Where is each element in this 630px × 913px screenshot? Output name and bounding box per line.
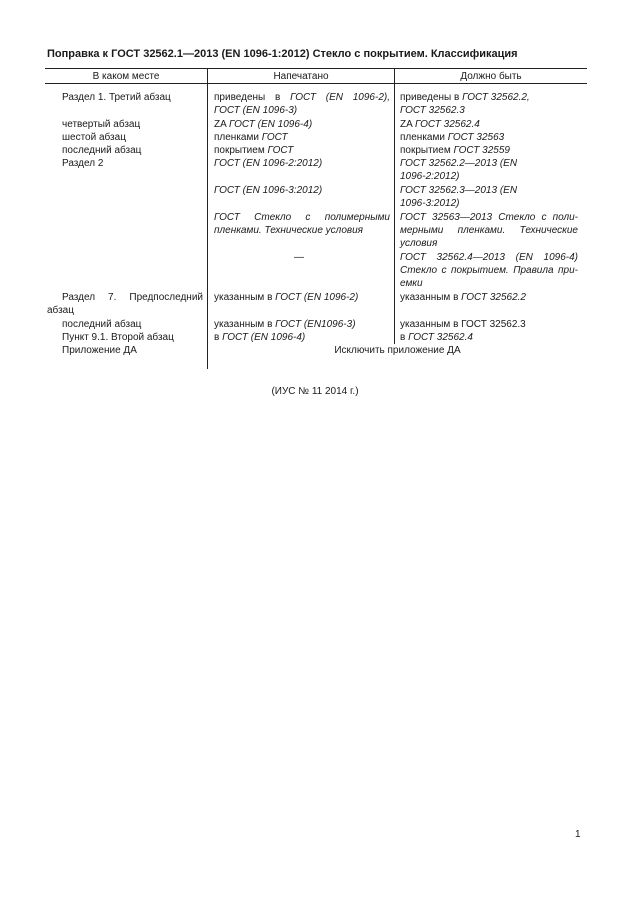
row-where: последний абзац [62, 145, 142, 156]
row-should-be: покрытием ГОСТ 32559 [400, 145, 510, 156]
row-should-be: пленками ГОСТ 32563 [400, 132, 505, 143]
document-title: Поправка к ГОСТ 32562.1—2013 (EN 1096-1:2012) Стекло с покрытием. Классификация [47, 48, 518, 60]
page-number: 1 [575, 829, 581, 840]
row-printed-dash: — [294, 252, 304, 263]
row-printed: ГОСТ (EN 1096-3:2012) [214, 185, 323, 196]
row-printed: приведены в ГОСТ (EN 1096-2), [214, 92, 390, 103]
row-should-be-cont: условия [400, 238, 438, 249]
row-where: Приложение ДА [62, 345, 137, 356]
row-should-be: указанным в ГОСТ 32562.2 [400, 292, 526, 303]
row-where: четвертый абзац [62, 119, 141, 130]
row-should-be: приведены в ГОСТ 32562.2, [400, 92, 530, 103]
row-should-be: ГОСТ 32562.3—2013 (EN [400, 185, 518, 196]
row-should-be: ГОСТ 32563—2013 Стекло с поли- [400, 212, 578, 223]
column-divider-1 [207, 68, 208, 369]
row-should-be: в ГОСТ 32562.4 [400, 332, 473, 343]
row-where-cont: абзац [47, 305, 74, 316]
column-divider-2 [394, 68, 395, 344]
row-printed: указанным в ГОСТ (EN 1096-2) [214, 292, 359, 303]
row-should-be-cont: Стекло с покрытием. Правила при- [400, 265, 578, 276]
row-merged-instruction: Исключить приложение ДА [334, 345, 461, 356]
header-divider [45, 83, 587, 84]
row-should-be-cont: емки [400, 278, 423, 289]
row-should-be: ГОСТ 32562.2—2013 (EN [400, 158, 518, 169]
row-should-be-cont: 1096-2:2012) [400, 171, 460, 182]
row-should-be-cont: мерными пленками. Технические [400, 225, 578, 236]
issue-reference: (ИУС № 11 2014 г.) [271, 386, 359, 397]
row-where: шестой абзац [62, 132, 126, 143]
row-printed: покрытием ГОСТ [214, 145, 294, 156]
row-printed: пленками ГОСТ [214, 132, 288, 143]
table-top-border [45, 68, 587, 69]
header-printed: Напечатано [273, 71, 329, 82]
row-printed: ГОСТ (EN 1096-2:2012) [214, 158, 323, 169]
row-where: Раздел 7. Предпоследний [62, 292, 203, 303]
header-should-be: Должно быть [460, 71, 522, 82]
row-printed: ГОСТ Стекло с полимерными [214, 212, 390, 223]
row-where: Раздел 1. Третий абзац [62, 92, 171, 103]
row-where: Раздел 2 [62, 158, 104, 169]
row-should-be-cont: ГОСТ 32562.3 [400, 105, 465, 116]
row-where: Пункт 9.1. Второй абзац [62, 332, 174, 343]
row-where: последний абзац [62, 319, 142, 330]
row-printed: в ГОСТ (EN 1096-4) [214, 332, 306, 343]
row-should-be: ГОСТ 32562.4—2013 (EN 1096-4) [400, 252, 578, 263]
row-printed: ZA ГОСТ (EN 1096-4) [214, 119, 313, 130]
header-where: В каком месте [92, 71, 160, 82]
row-should-be-cont: 1096-3:2012) [400, 198, 460, 209]
row-printed-cont: пленками. Технические условия [214, 225, 363, 236]
row-should-be: ZA ГОСТ 32562.4 [400, 119, 480, 130]
row-should-be: указанным в ГОСТ 32562.3 [400, 319, 526, 330]
row-printed: указанным в ГОСТ (EN1096-3) [214, 319, 356, 330]
row-printed-cont: ГОСТ (EN 1096-3) [214, 105, 298, 116]
